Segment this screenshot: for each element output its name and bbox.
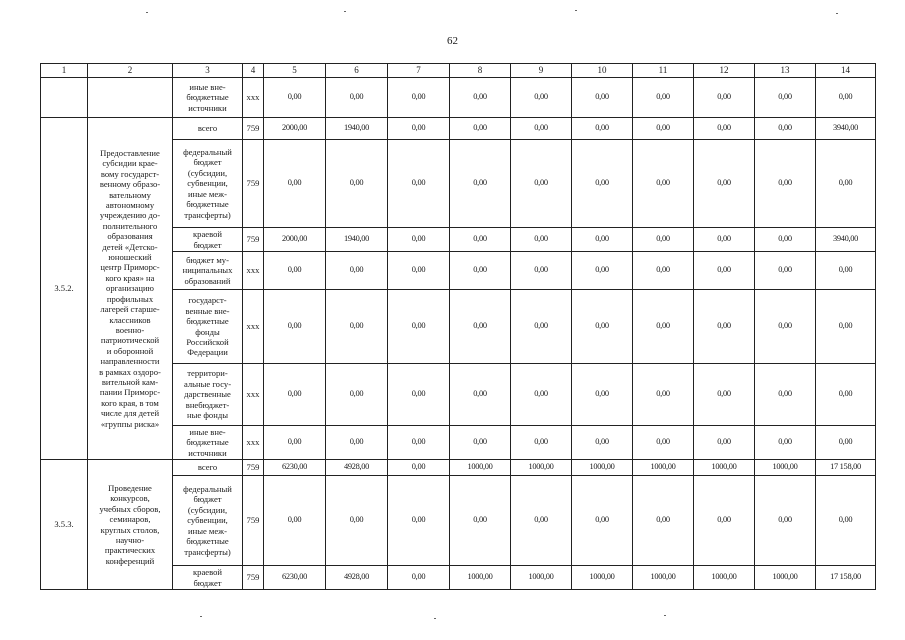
amount-cell: 0,00 — [326, 78, 388, 118]
amount-cell: 0,00 — [633, 290, 694, 364]
amount-cell: 1000,00 — [694, 566, 755, 590]
amount-cell: 4928,00 — [326, 566, 388, 590]
budget-code: 759 — [243, 460, 264, 476]
amount-cell: 0,00 — [511, 426, 572, 460]
amount-cell: 0,00 — [264, 476, 326, 566]
amount-cell: 0,00 — [450, 290, 511, 364]
funding-source: краевой бюджет — [173, 566, 243, 590]
empty-cell — [41, 78, 88, 118]
item-number: 3.5.2. — [41, 118, 88, 460]
amount-cell: 0,00 — [511, 252, 572, 290]
amount-cell: 0,00 — [755, 140, 816, 228]
budget-code: 759 — [243, 118, 264, 140]
amount-cell: 0,00 — [572, 290, 633, 364]
amount-cell: 0,00 — [816, 140, 876, 228]
amount-cell: 0,00 — [816, 252, 876, 290]
funding-source: краевой бюджет — [173, 228, 243, 252]
amount-cell: 0,00 — [755, 426, 816, 460]
amount-cell: 0,00 — [694, 426, 755, 460]
column-number-10: 10 — [572, 64, 633, 78]
amount-cell: 0,00 — [633, 252, 694, 290]
column-number-3: 3 — [173, 64, 243, 78]
funding-source: иные вне- бюджетные источники — [173, 426, 243, 460]
column-number-8: 8 — [450, 64, 511, 78]
column-number-6: 6 — [326, 64, 388, 78]
amount-cell: 1000,00 — [450, 460, 511, 476]
amount-cell: 0,00 — [755, 78, 816, 118]
table-row — [41, 118, 876, 140]
amount-cell: 4928,00 — [326, 460, 388, 476]
amount-cell: 0,00 — [633, 118, 694, 140]
funding-source: всего — [173, 118, 243, 140]
amount-cell: 0,00 — [694, 118, 755, 140]
scan-speck — [664, 615, 666, 616]
amount-cell: 1940,00 — [326, 118, 388, 140]
column-number-2: 2 — [88, 64, 173, 78]
amount-cell: 0,00 — [264, 426, 326, 460]
column-number-12: 12 — [694, 64, 755, 78]
amount-cell: 0,00 — [633, 228, 694, 252]
amount-cell: 0,00 — [633, 426, 694, 460]
scan-speck — [344, 11, 346, 12]
funding-source: государст- венные вне- бюджетные фонды Российской Федерации — [173, 290, 243, 364]
column-number-9: 9 — [511, 64, 572, 78]
amount-cell: 0,00 — [694, 476, 755, 566]
amount-cell: 0,00 — [572, 140, 633, 228]
amount-cell: 1000,00 — [511, 566, 572, 590]
column-number-1: 1 — [41, 64, 88, 78]
amount-cell: 17 158,00 — [816, 566, 876, 590]
amount-cell: 1000,00 — [755, 460, 816, 476]
amount-cell: 0,00 — [572, 364, 633, 426]
amount-cell: 0,00 — [388, 364, 450, 426]
funding-source: всего — [173, 460, 243, 476]
amount-cell: 0,00 — [816, 290, 876, 364]
scan-speck — [434, 618, 436, 619]
budget-code: 759 — [243, 566, 264, 590]
amount-cell: 0,00 — [633, 364, 694, 426]
amount-cell: 0,00 — [816, 78, 876, 118]
amount-cell: 0,00 — [450, 252, 511, 290]
amount-cell: 0,00 — [694, 140, 755, 228]
amount-cell: 1000,00 — [511, 460, 572, 476]
amount-cell: 0,00 — [694, 252, 755, 290]
amount-cell: 0,00 — [633, 476, 694, 566]
amount-cell: 0,00 — [388, 252, 450, 290]
amount-cell: 0,00 — [633, 78, 694, 118]
amount-cell: 0,00 — [511, 140, 572, 228]
amount-cell: 0,00 — [755, 290, 816, 364]
budget-code: ххх — [243, 426, 264, 460]
amount-cell: 2000,00 — [264, 228, 326, 252]
amount-cell: 0,00 — [511, 78, 572, 118]
amount-cell: 6230,00 — [264, 566, 326, 590]
amount-cell: 0,00 — [755, 252, 816, 290]
funding-source: территори- альные госу- дарственные внебюджет- ные фонды — [173, 364, 243, 426]
amount-cell: 1000,00 — [572, 460, 633, 476]
amount-cell: 0,00 — [816, 476, 876, 566]
amount-cell: 1000,00 — [572, 566, 633, 590]
amount-cell: 0,00 — [326, 476, 388, 566]
amount-cell: 0,00 — [264, 364, 326, 426]
amount-cell: 0,00 — [264, 78, 326, 118]
table-row — [41, 460, 876, 476]
amount-cell: 0,00 — [572, 228, 633, 252]
amount-cell: 0,00 — [694, 364, 755, 426]
scan-speck — [146, 12, 148, 13]
amount-cell: 0,00 — [450, 118, 511, 140]
column-number-11: 11 — [633, 64, 694, 78]
amount-cell: 0,00 — [694, 228, 755, 252]
budget-code: ххх — [243, 78, 264, 118]
amount-cell: 0,00 — [511, 364, 572, 426]
amount-cell: 0,00 — [572, 118, 633, 140]
empty-cell — [88, 78, 173, 118]
amount-cell: 0,00 — [694, 78, 755, 118]
amount-cell: 0,00 — [755, 228, 816, 252]
amount-cell: 0,00 — [450, 426, 511, 460]
amount-cell: 0,00 — [450, 140, 511, 228]
budget-code: ххх — [243, 290, 264, 364]
activity-name: Предоставление субсидии крае- вому государст- венному образо- вательному автономному учреждению до- полнительного образования детей «Детско- юношеский центр Приморс- кого края» на организацию профильных лагерей старше- классников военно- патриотической и оборонной направленности в рамках оздоро- вительной кам- пании Приморс- кого края, в том числе для детей «группы риска» — [88, 118, 173, 460]
amount-cell: 1000,00 — [633, 566, 694, 590]
amount-cell: 2000,00 — [264, 118, 326, 140]
amount-cell: 1940,00 — [326, 228, 388, 252]
scan-speck — [836, 13, 838, 14]
amount-cell: 0,00 — [511, 476, 572, 566]
amount-cell: 0,00 — [264, 140, 326, 228]
amount-cell: 1000,00 — [450, 566, 511, 590]
amount-cell: 0,00 — [388, 140, 450, 228]
column-number-7: 7 — [388, 64, 450, 78]
amount-cell: 0,00 — [388, 426, 450, 460]
amount-cell: 0,00 — [450, 78, 511, 118]
amount-cell: 1000,00 — [633, 460, 694, 476]
budget-code: 759 — [243, 140, 264, 228]
amount-cell: 0,00 — [816, 426, 876, 460]
amount-cell: 0,00 — [326, 140, 388, 228]
amount-cell: 0,00 — [511, 290, 572, 364]
budget-code: ххх — [243, 252, 264, 290]
amount-cell: 0,00 — [572, 78, 633, 118]
amount-cell: 0,00 — [755, 364, 816, 426]
funding-source: федеральный бюджет (субсидии, субвенции, иные меж- бюджетные трансферты) — [173, 140, 243, 228]
amount-cell: 3940,00 — [816, 228, 876, 252]
table-row — [41, 78, 876, 118]
item-number: 3.5.3. — [41, 460, 88, 590]
budget-table — [40, 63, 876, 590]
amount-cell: 0,00 — [326, 426, 388, 460]
funding-source: федеральный бюджет (субсидии, субвенции, иные меж- бюджетные трансферты) — [173, 476, 243, 566]
funding-source: иные вне- бюджетные источники — [173, 78, 243, 118]
budget-code: 759 — [243, 476, 264, 566]
amount-cell: 0,00 — [388, 566, 450, 590]
amount-cell: 0,00 — [264, 252, 326, 290]
amount-cell: 0,00 — [388, 228, 450, 252]
scan-speck — [575, 10, 577, 11]
amount-cell: 6230,00 — [264, 460, 326, 476]
budget-code: 759 — [243, 228, 264, 252]
amount-cell: 0,00 — [388, 290, 450, 364]
amount-cell: 0,00 — [326, 252, 388, 290]
funding-source: бюджет му- ниципальных образований — [173, 252, 243, 290]
amount-cell: 0,00 — [572, 426, 633, 460]
column-number-13: 13 — [755, 64, 816, 78]
amount-cell: 0,00 — [511, 228, 572, 252]
amount-cell: 0,00 — [572, 252, 633, 290]
amount-cell: 17 158,00 — [816, 460, 876, 476]
budget-code: ххх — [243, 364, 264, 426]
page-number: 62 — [447, 35, 458, 47]
amount-cell: 0,00 — [755, 118, 816, 140]
amount-cell: 0,00 — [755, 476, 816, 566]
amount-cell: 3940,00 — [816, 118, 876, 140]
amount-cell: 0,00 — [816, 364, 876, 426]
amount-cell: 0,00 — [388, 118, 450, 140]
amount-cell: 0,00 — [450, 476, 511, 566]
amount-cell: 0,00 — [388, 78, 450, 118]
scan-speck — [200, 616, 202, 617]
amount-cell: 0,00 — [388, 460, 450, 476]
amount-cell: 0,00 — [326, 364, 388, 426]
column-number-4: 4 — [243, 64, 264, 78]
amount-cell: 0,00 — [572, 476, 633, 566]
amount-cell: 0,00 — [511, 118, 572, 140]
column-number-14: 14 — [816, 64, 876, 78]
activity-name: Проведение конкурсов, учебных сборов, семинаров, круглых столов, научно- практических конференций — [88, 460, 173, 590]
amount-cell: 1000,00 — [694, 460, 755, 476]
amount-cell: 0,00 — [326, 290, 388, 364]
column-number-5: 5 — [264, 64, 326, 78]
amount-cell: 0,00 — [264, 290, 326, 364]
amount-cell: 0,00 — [450, 228, 511, 252]
column-number-row — [41, 64, 876, 78]
amount-cell: 0,00 — [450, 364, 511, 426]
amount-cell: 1000,00 — [755, 566, 816, 590]
amount-cell: 0,00 — [694, 290, 755, 364]
amount-cell: 0,00 — [388, 476, 450, 566]
amount-cell: 0,00 — [633, 140, 694, 228]
